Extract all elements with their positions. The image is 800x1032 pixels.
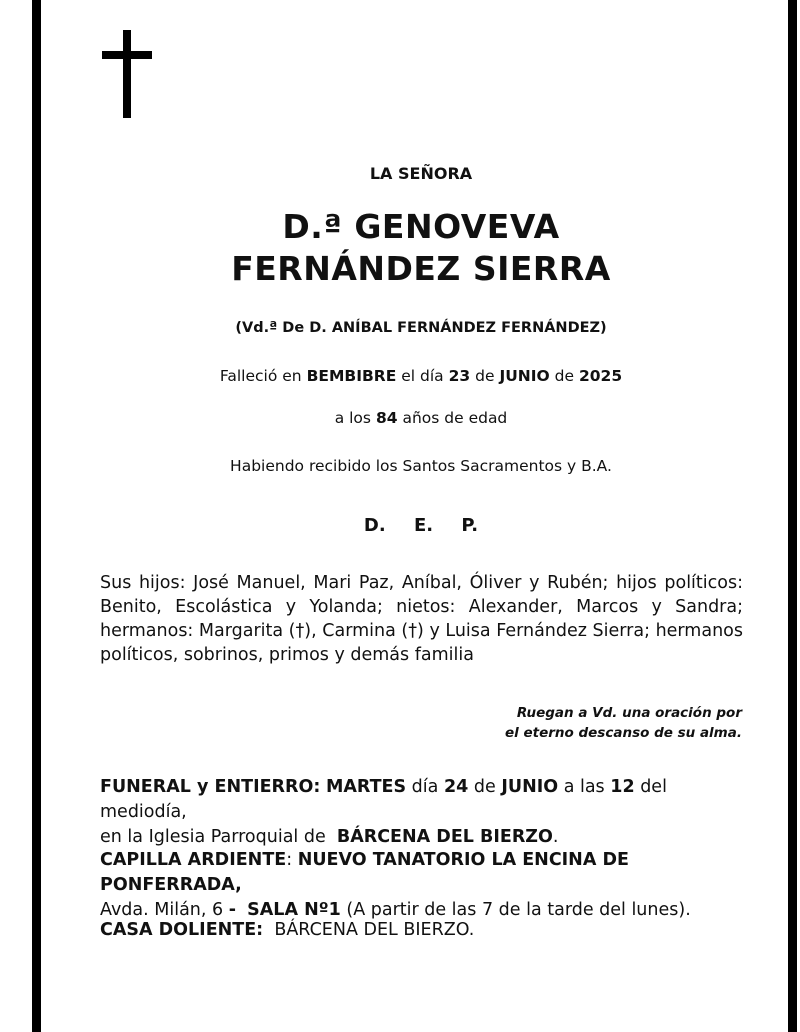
prayer-line-2: el eterno descanso de su alma. bbox=[505, 725, 742, 741]
death-year: 2025 bbox=[578, 367, 623, 385]
funeral-dia: día bbox=[411, 777, 439, 797]
capilla-info bbox=[100, 848, 750, 923]
capilla-address: Avda. Milán, 6 bbox=[100, 900, 224, 920]
funeral-church-prefix: en la Iglesia Parroquial de bbox=[100, 827, 326, 847]
funeral-hour: 12 bbox=[610, 777, 635, 797]
funeral-day: 24 bbox=[443, 777, 469, 797]
age-line bbox=[100, 409, 742, 427]
casa-value: BÁRCENA DEL BIERZO. bbox=[274, 920, 475, 940]
name-line-1: D.ª GENOVEVA bbox=[282, 207, 560, 246]
funeral-info bbox=[100, 775, 750, 850]
age-prefix: a los bbox=[334, 409, 371, 427]
funeral-alas: a las bbox=[563, 777, 605, 797]
prayer-request bbox=[400, 703, 742, 743]
casa-info bbox=[100, 918, 750, 943]
funeral-month: JUNIO bbox=[501, 777, 559, 797]
death-month: JUNIO bbox=[499, 367, 550, 385]
intro-title: LA SEÑORA bbox=[369, 164, 473, 183]
prayer-line-1: Ruegan a Vd. una oración por bbox=[516, 705, 742, 721]
cross-icon bbox=[102, 30, 152, 118]
funeral-de: de bbox=[473, 777, 496, 797]
capilla-label: CAPILLA ARDIENTE bbox=[100, 850, 287, 870]
funeral-label: FUNERAL y ENTIERRO: bbox=[100, 777, 321, 797]
dep-line: D. E. P. bbox=[363, 515, 479, 536]
right-border bbox=[788, 0, 797, 1032]
capilla-venue: NUEVO TANATORIO LA ENCINA DE PONFERRADA, bbox=[100, 850, 629, 895]
death-de1: de bbox=[475, 367, 495, 385]
capilla-note: (A partir de las 7 de la tarde del lunes). bbox=[346, 900, 691, 920]
death-day: 23 bbox=[448, 367, 471, 385]
name-line-2: FERNÁNDEZ SIERRA bbox=[231, 249, 611, 288]
age-value: 84 bbox=[375, 409, 398, 427]
funeral-tail: del mediodía, bbox=[100, 777, 667, 822]
death-line bbox=[100, 367, 742, 385]
funeral-period: . bbox=[552, 827, 559, 847]
funeral-church-place: BÁRCENA DEL BIERZO bbox=[336, 827, 553, 847]
funeral-weekday: MARTES bbox=[325, 777, 407, 797]
death-mid: el día bbox=[401, 367, 444, 385]
deceased-name bbox=[100, 206, 742, 290]
casa-label: CASA DOLIENTE: bbox=[100, 920, 264, 940]
capilla-room: SALA Nº1 bbox=[247, 900, 341, 920]
widow-note: (Vd.ª De D. ANÍBAL FERNÁNDEZ FERNÁNDEZ) bbox=[235, 320, 607, 336]
family-paragraph: Sus hijos: José Manuel, Mari Paz, Aníbal, Óliver y Rubén; hijos políticos: Benito, Escolástica y Yolanda; nietos: Alexander, Marcos y Sandra; hermanos: Margarita (†), Carmina (†) y Luisa Fernández Sierra; hermanos políticos, sobrinos, primos y demás familia bbox=[100, 573, 743, 665]
death-prefix: Falleció en bbox=[219, 367, 302, 385]
capilla-dash: - bbox=[228, 900, 237, 920]
capilla-colon: : bbox=[286, 850, 293, 870]
death-de2: de bbox=[554, 367, 575, 385]
left-border bbox=[32, 0, 41, 1032]
death-place: BEMBIBRE bbox=[306, 367, 397, 385]
age-suffix: años de edad bbox=[402, 409, 508, 427]
sacraments-line: Habiendo recibido los Santos Sacramentos y B.A. bbox=[230, 457, 612, 475]
